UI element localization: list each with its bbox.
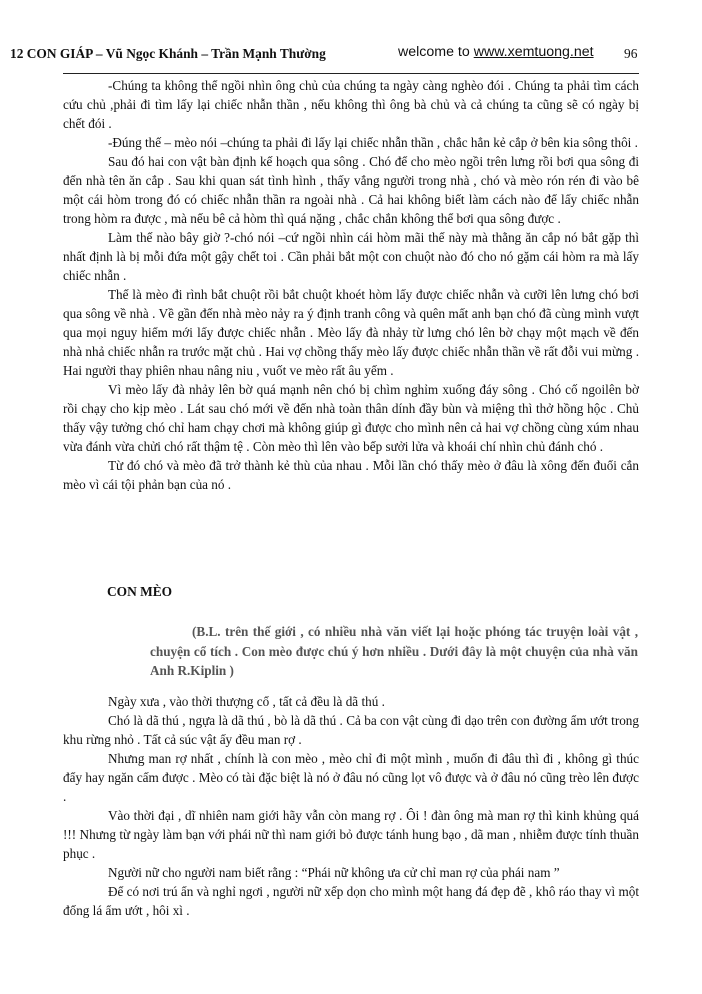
editor-note <box>150 622 638 681</box>
paragraph: Nhưng man rợ nhất , chính là con mèo , mèo chỉ đi một mình , muốn đi đâu thì đi , không gì thúc đẩy hay ngăn cấm được . Mèo có tài đặc biệt là nó ở đâu nó cũng lọt vô được và ở đâu nó cũng trèo lên được . <box>63 751 639 804</box>
paragraph: Thế là mèo đi rình bắt chuột rồi bắt chuột khoét hòm lấy được chiếc nhẫn và cưỡi lên lưng chó bơi qua sông về nhà . Về gần đến nhà mèo nảy ra ý định tranh công và quên mất anh bạn chó đã cùng mình vượt qua mọi nguy hiểm mới lấy được chiếc nhẫn . Mèo lấy đà nhảy từ lưng chó lên bờ chạy một mạch về đến nhà nhả chiếc nhẫn ra trước mặt chủ . Hai vợ chồng thấy mèo lấy được chiếc nhẫn thần về rất đỗi vui mừng . Hai người thay phiên nhau nâng niu , vuốt ve mèo rất âu yếm . <box>63 287 639 378</box>
paragraph: Người nữ cho người nam biết rằng : “Phái nữ không ưa cử chỉ man rợ của phái nam ” <box>108 865 560 880</box>
paragraph: Sau đó hai con vật bàn định kế hoạch qua sông . Chó để cho mèo ngồi trên lưng rồi bơi qua sông đi đến nhà tên ăn cắp . Sau khi quan sát tình hình , thấy vắng người trong nhà , chó và mèo rón rén đi vào bê một cái hòm trong đó có chiếc nhẫn thần ra ngoài nhà . Cả hai không biết làm cách nào để lấy chiếc nhẫn trong hòm ra được , mà nếu bê cả hòm thì quá nặng , chắc chắn không thể bơi qua sông được . <box>63 154 639 226</box>
editor-note-text: (B.L. trên thế giới , có nhiều nhà văn viết lại hoặc phóng tác truyện loài vật , chuyện cổ tích . Con mèo được chú ý hơn nhiều . Dưới đây là một chuyện của nhà văn Anh R.Kiplin ) <box>150 624 638 678</box>
website-url: www.xemtuong.net <box>473 44 594 60</box>
paragraph: Làm thế nào bây giờ ?-chó nói –cứ ngồi nhìn cái hòm mãi thế này mà thằng ăn cắp nó bắt gặp thì nhất định là bị mỗi đứa một gậy chết toi . Cần phải bắt một con chuột nào đó cho nó gặm cái hòm ra mà lấy chiếc nhẫn . <box>63 230 639 283</box>
paragraph: Vì mèo lấy đà nhảy lên bờ quá mạnh nên chó bị chìm nghỉm xuống đáy sông . Chó cố ngoilên bờ rồi chạy cho kịp mèo . Lát sau chó mới về đến nhà toàn thân dính đầy bùn và miệng thì thở hồng hộc . Chủ thấy vậy tưởng chó chỉ ham chạy chơi mà không giúp gì được cho mình nên cả hai vợ chồng cùng xúm nhau vừa đánh vừa chửi chó rất thậm tệ . Còn mèo thì lên vào bếp sưởi lửa và khoái chí nhìn chủ đánh chó . <box>63 382 639 454</box>
paragraph: Chó là dã thú , ngựa là dã thú , bò là dã thú . Cả ba con vật cùng đi dạo trên con đường ẩm ướt trong khu rừng nhỏ . Tất cả súc vật ấy đều man rợ . <box>63 713 639 747</box>
paragraph: Từ đó chó và mèo đã trở thành kẻ thù của nhau . Mỗi lần chó thấy mèo ở đâu là xông đến đuổi cắn mèo vì cái tội phản bạn của nó . <box>63 458 639 492</box>
paragraph: Ngày xưa , vào thời thượng cổ , tất cả đều là dã thú . <box>108 694 385 709</box>
paragraph: Để có nơi trú ẩn và nghỉ ngơi , người nữ xếp dọn cho mình một hang đá đẹp đẽ , khô ráo thay vì một đống lá ẩm ướt , hôi xì . <box>63 884 639 918</box>
paragraph: Vào thời đại , dĩ nhiên nam giới hãy vẫn còn mang rợ . Ôi ! đàn ông mà man rợ thì kinh khủng quá !!! Nhưng từ ngày làm bạn với phái nữ thì nam giới bỏ được tánh hung bạo , dã man , nhiễm được tính thuần phục . <box>63 808 639 861</box>
book-title: 12 CON GIÁP – Vũ Ngọc Khánh – Trần Mạnh Thường <box>10 46 326 61</box>
page-number: 96 <box>624 46 638 61</box>
page-header <box>10 46 640 66</box>
paragraph: -Chúng ta không thể ngồi nhìn ông chủ của chúng ta ngày càng nghèo đói . Chúng ta phải tìm cách cứu chủ ,phải đi tìm lấy lại chiếc nhẫn thần , nếu không thì ông bà chủ và cả chúng ta cũng sẽ có ngày bị chết đói . <box>63 78 639 131</box>
website-link[interactable] <box>398 44 594 60</box>
story-body <box>63 76 639 494</box>
paragraph: -Đúng thế – mèo nói –chúng ta phải đi lấy lại chiếc nhẫn thần , chắc hẳn kẻ cắp ở bên kia sông thôi . <box>108 135 638 150</box>
website-prefix: welcome to <box>398 44 474 60</box>
header-rule <box>63 73 639 74</box>
section-heading: CON MÈO <box>107 584 173 599</box>
cat-story-body <box>63 692 639 920</box>
